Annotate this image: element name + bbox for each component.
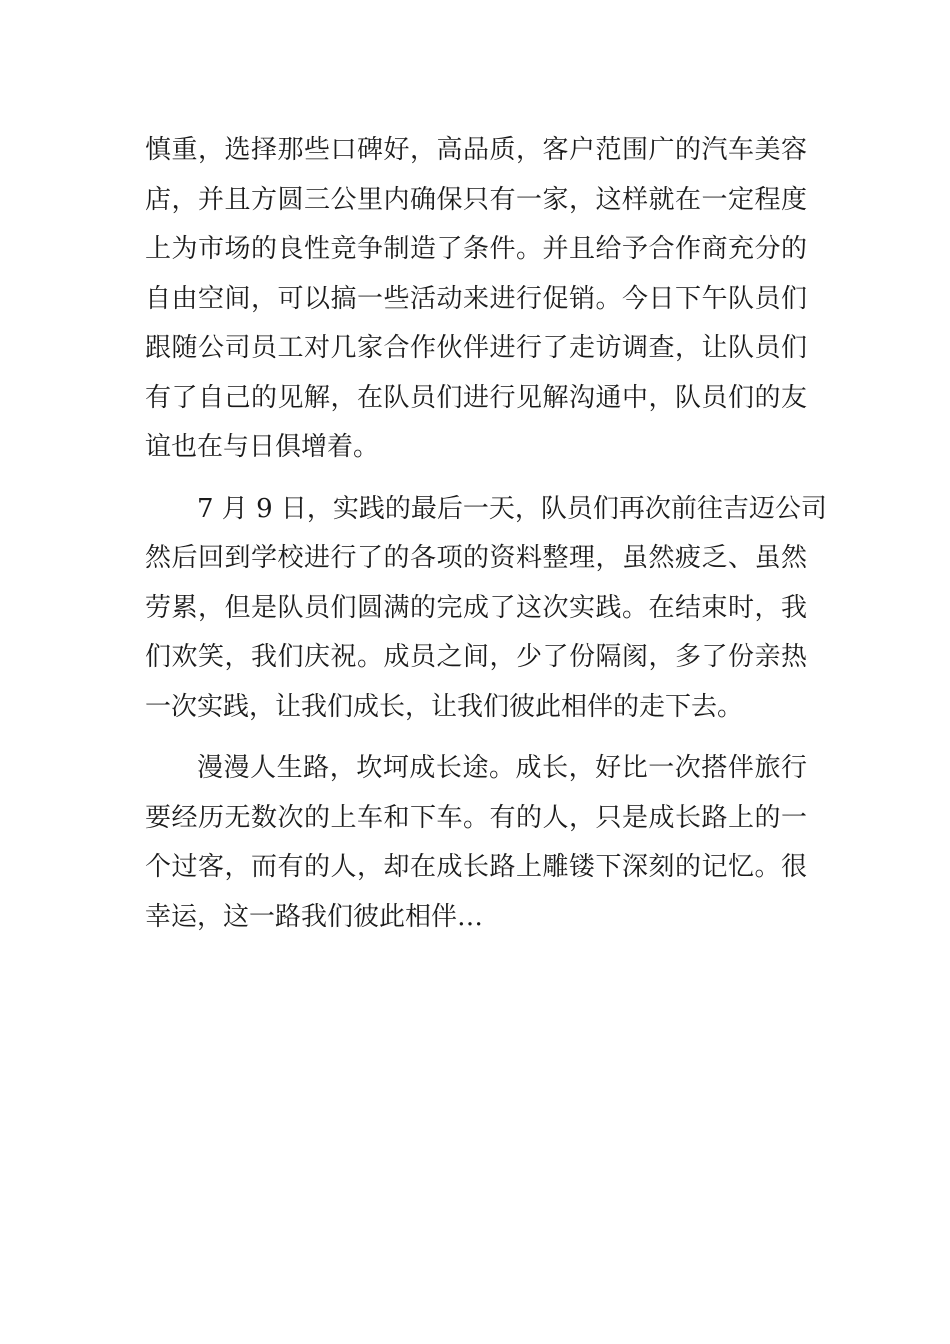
document-body bbox=[145, 126, 827, 954]
text-line: 自由空间，可以搞一些活动来进行促销。今日下午队员们 bbox=[145, 283, 807, 314]
paragraph-3 bbox=[145, 744, 807, 942]
text-line: 然后回到学校进行了的各项的资料整理，虽然疲乏、虽然 bbox=[145, 543, 807, 573]
text-line: 一次实践，让我们成长，让我们彼此相伴的走下去。 bbox=[145, 691, 744, 722]
text-line: 个过客，而有的人，却在成长路上雕镂下深刻的记忆。很 bbox=[145, 852, 807, 882]
text-line: 店，并且方圆三公里内确保只有一家，这样就在一定程度 bbox=[145, 184, 807, 215]
text-line: 谊也在与日俱增着。 bbox=[145, 432, 380, 462]
text-line: 上为市场的良性竞争制造了条件。并且给予合作商充分的 bbox=[145, 234, 807, 264]
text-line: 们欢笑，我们庆祝。成员之间，少了份隔阂，多了份亲热 bbox=[145, 642, 807, 672]
text-line: 幸运，这一路我们彼此相伴… bbox=[145, 901, 484, 932]
text-line: 7 月 9 日，实践的最后一天，队员们再次前往吉迈公司 bbox=[197, 493, 827, 524]
text-line: 有了自己的见解，在队员们进行见解沟通中，队员们的友 bbox=[145, 382, 807, 413]
text-line: 要经历无数次的上车和下车。有的人，只是成长路上的一 bbox=[145, 802, 807, 833]
paragraph-1 bbox=[145, 126, 807, 473]
text-line: 漫漫人生路，坎坷成长途。成长，好比一次搭伴旅行 bbox=[197, 753, 807, 783]
paragraph-2 bbox=[145, 485, 827, 733]
text-line: 慎重，选择那些口碑好，高品质，客户范围广的汽车美容 bbox=[145, 135, 807, 165]
text-line: 跟随公司员工对几家合作伙伴进行了走访调查，让队员们 bbox=[145, 333, 807, 363]
text-line: 劳累，但是队员们圆满的完成了这次实践。在结束时，我 bbox=[145, 592, 807, 623]
